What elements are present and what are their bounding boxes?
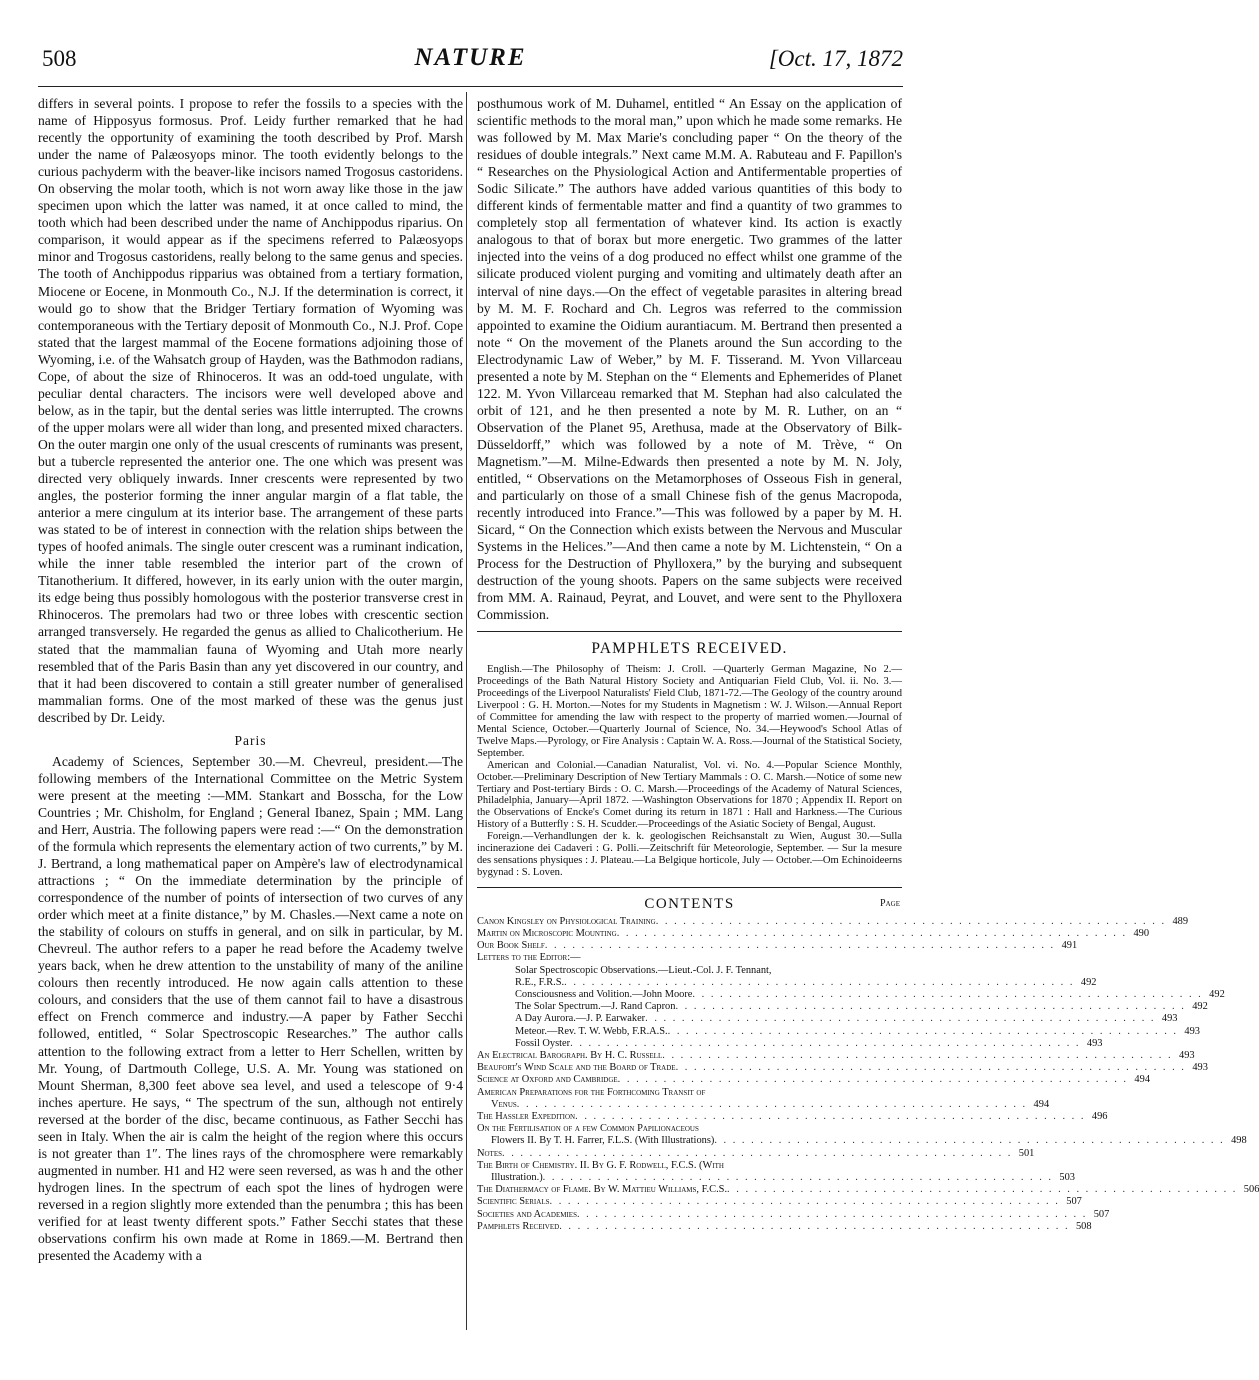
leader-dots — [727, 1184, 1237, 1196]
entry-page: 492 — [1209, 988, 1225, 1000]
leader-dots — [714, 1135, 1224, 1147]
contents-entry[interactable] — [477, 1001, 1208, 1013]
entry-page: 489 — [1172, 915, 1189, 927]
contents-entry[interactable] — [477, 1220, 1092, 1233]
leader-dots — [617, 928, 1127, 940]
contents-entry[interactable] — [477, 1111, 1108, 1123]
entry-title: Canon Kingsley on Physiological Training — [477, 915, 656, 927]
entry-title: R.E., F.R.S. — [515, 976, 565, 988]
leader-dots — [575, 1111, 1085, 1123]
entry-page: 507 — [1093, 1208, 1110, 1220]
entry-page: 501 — [1018, 1147, 1035, 1159]
contents-list — [477, 915, 1259, 1233]
entry-title: The Hassler Expedition — [477, 1111, 576, 1123]
entry-title: Scientific Serials — [477, 1196, 550, 1208]
issue-date: [Oct. 17, 1872 — [768, 46, 903, 71]
entry-title: Fossil Oyster — [515, 1037, 571, 1049]
leader-dots — [656, 916, 1166, 928]
leader-dots — [502, 1148, 1012, 1160]
page-header — [38, 40, 903, 76]
entry-title: Our Book Shelf — [477, 940, 545, 952]
section-rule — [477, 631, 902, 632]
contents-entry[interactable] — [477, 952, 902, 964]
entry-title: Venus — [491, 1098, 517, 1110]
column-divider — [466, 92, 467, 1330]
entry-title: On the Fertilisation of a few Common Papilionaceous — [477, 1123, 699, 1135]
article-paragraph-continued: posthumous work of M. Duhamel, entitled “ An Essay on the application of scientific methods to the moral man,” upon which he made some remarks. He was followed by M. Max Marie's concluding paper “ On the theory of the residues of double integrals.” Next came M.M. A. Rabuteau and F. Papillon's “ Researches on the Physiological Action and Antifermentable properties of Sodic Silicate.” The authors have added various quantities of this body to different kinds of fermentable matter and find a quantity of two grammes to completely stop all fermentation of whatever kind. Its action is exactly analogous to that of borax but more energetic. Two grammes of the latter injected into the veins of a dog produced no effect whilst one gramme of the silicate produced violent purging and vomiting and ultimately death after an interval of nine days.—On the effect of vegetable parasites in altering bread by M. M. F. Rochard and Ch. Legros was referred to the commission appointed to examine the Oidium aurantiacum. M. Bertrand then presented a note “ On the movement of the Planets around the Sun according to the Electrodynamic Law of Weber,” by M. F. Tisserand. M. Yvon Villarceau presented a note by M. Stephan on the “ Elements and Ephemerides of Planet 122. M. Yvon Villarceau remarked that M. Stephan had also calculated the orbit of 121, and he then presented a note by M. R. Luther, on an “ Observation of the Planet 95, Arethusa, made at the Observatory of Bilk-Düsseldorff,” which was followed by a note of M. Trève, “ On Magnetism.”—M. Milne-Edwards then presented a note by M. N. Joly, entitled, “ Observations on the Metamorphoses of Osseous Fish in general, and particularly on those of a small Chinese fish of the genus Macropoda, recently introduced into France.”—This was followed by a paper by M. H. Sicard, “ On the Connection which exists between the Nervous and Muscular Systems in the Helices.”—And then came a note by M. Lichtenstein, “ On a Process for the Destruction of Phylloxera,” by the burying and subsequent destruction of the young shoots. Papers on the same subjects were received from MM. A. Rainaud, Peyrat, and Louvet, and were sent to the Phylloxera Commission. — [477, 96, 902, 623]
pamphlets-title: PAMPHLETS RECEIVED. — [591, 640, 788, 658]
entry-page: 507 — [1066, 1196, 1082, 1208]
contents-entry[interactable] — [477, 1025, 1200, 1038]
leader-dots — [645, 1013, 1155, 1025]
entry-title: The Diathermacy of Flame. By W. Mattieu Williams, F.C.S. — [477, 1184, 728, 1196]
header-rule — [38, 86, 903, 87]
contents-entry[interactable] — [477, 1062, 1208, 1074]
entry-page: 493 — [1184, 1025, 1200, 1037]
entry-title: Consciousness and Volition.—John Moore — [515, 988, 693, 1000]
leader-dots — [543, 1172, 1053, 1184]
entry-page: 492 — [1080, 976, 1097, 988]
contents-title: CONTENTS — [644, 895, 735, 912]
entry-title: Flowers II. By T. H. Farrer, F.L.S. (With Illustrations) — [491, 1135, 715, 1147]
contents-header — [477, 896, 902, 916]
entry-page: 491 — [1061, 940, 1078, 952]
pamphlets-english: English.—The Philosophy of Theism: J. Croll. —Quarterly German Magazine, No 2.—Proceedings of the Bath Natural History Society and Antiquarian Field Club, Vol. ii. No. 3.—Proceedings of the Liverpool Naturalists' Field Club, 1871-72.—The Geology of the country around Liverpool : G. H. Morton.—Notes for my Students in Magnetism : W. J. Wilson.—Annual Report of Committee for amending the law with respect to the property of married women.—Journal of Mental Science, October.—Quarterly Journal of Science, No. 34.—Heywood's School Atlas of Twelve Maps.—Pyrology, or Fire Analysis : Captain W. A. Ross.—Journal of the Statistical Society, September. — [477, 664, 902, 759]
contents-entry[interactable] — [477, 940, 1078, 952]
leader-dots — [692, 989, 1202, 1001]
entry-title: A Day Aurora.—J. P. Earwaker — [515, 1013, 646, 1025]
leader-dots — [618, 1074, 1128, 1086]
entry-page: 498 — [1231, 1135, 1247, 1147]
contents-entry[interactable] — [477, 1037, 1103, 1050]
contents-entry[interactable] — [477, 927, 1150, 940]
entry-page: 496 — [1091, 1111, 1108, 1123]
contents-entry[interactable] — [477, 1074, 1151, 1086]
contents-entry[interactable] — [477, 1147, 1035, 1160]
entry-title: Beaufort's Wind Scale and the Board of Trade — [477, 1062, 676, 1074]
journal-title: NATURE — [414, 44, 527, 71]
entry-title: The Solar Spectrum.—J. Rand Capron — [515, 1001, 676, 1013]
entry-title: Societies and Academies — [477, 1208, 577, 1220]
pamphlets-foreign: Foreign.—Verhandlungen der k. k. geologischen Reichsanstalt zu Wien, August 30.—Sulla incinerazione dei Cadaveri : G. Polli.—Zeitschrift für Meteorologie, September. — Sur la mesure des sensations physiques : J. Plateau.—La Belgique horticole, July — October.—Om Echinoideerns bygynad : S. Loven. — [477, 831, 902, 878]
leader-dots — [675, 1001, 1185, 1013]
leader-dots — [662, 1050, 1172, 1062]
leader-dots — [559, 1221, 1069, 1233]
section-heading-paris: Paris — [234, 732, 267, 748]
entry-title: Martin on Microscopic Mounting — [477, 927, 617, 939]
contents-entry[interactable] — [477, 1160, 902, 1172]
contents-entry[interactable] — [477, 915, 1189, 928]
leader-dots — [577, 1209, 1087, 1221]
article-paragraph-academy: Academy of Sciences, September 30.—M. Chevreul, president.—The following members of the International Committee on the Metric System were present at the meeting :—MM. Stankart and Bosscha, for the Low Countries ; Mr. Chisholm, for England ; General Ibanez, Spain ; MM. Lang and Herr, Austria. The following papers were read :—“ On the demonstration of the formula which represents the elementary action of two currents,” by M. J. Bertrand, a long mathematical paper on Ampère's law of electrodynamical attractions ; “ On the immediate determination by the principle of correspondence of the number of points of intersection of two curves of any order which meet at a finite distance,” by M. Chasles.—Next came a note on the stability of colours on stuffs in general, and on silk in particular, by M. Chevreul. The author refers to a paper he read before the Academy twelve years back, when he drew attention to the unstability of many of the aniline colours then recently introduced. He now again calls attention to these colours, and considers that the use of them cannot fail to have a disastrous effect on French commerce and industry.—A paper by Father Secchi followed, entitled, “ Solar Spectroscopic Researches.” The author calls attention to the following extract from a letter to Herr Schellen, written by Mr. Young, of Dartmouth College, U.S. A. Mr. Young was stationed on Mount Sherman, 8,300 feet above sea level, and used a telescope of 9·4 inches aperture. He says, “ The spectrum of the sun, although not entirely reversed at the border of the disc, became continuous, as Father Secchi has seen in Italy. When the air is calm the height of the region where this occurs is not greater than 1″. The lines rays of the chromosphere were remarkably augmented in number. H1 and H2 were seen reversed, as was h and the other hydrogen lines. In the spectrum of each spot the lines of hydrogen were reversed in a region slightly more extended than the penumbra ; this has been verified for at least twenty different spots.” Father Secchi states that these observations confirm his own made at Rome in 1869.—M. Bertrand then presented the Academy with a — [38, 753, 463, 1264]
article-paragraph-fossils: differs in several points. I propose to refer the fossils to a species with the name of Hipposyus formosus. Prof. Leidy further remarked that he had recently the opportunity of examining the tooth described by Prof. Marsh under the name of Palæosyops minor. The tooth evidently belongs to the curious pachyderm with the beaver-like incisors named Trogosus castoridens. On observing the molar tooth, which is not worn away like those in the jaw specimen upon which the latter was named, it at once called to mind, the tooth which had been described under the name of Anchippodus riparius. On comparison, it would appear as if the specimens referred to Palæosyops minor and Trogosus castoridens, really belong to the same genus and species. The tooth of Anchippodus ripparius was obtained from a tertiary formation, Miocene or Eocene, in Monmouth Co., N.J. If the determination is correct, it would go to show that the Bridger Tertiary formation of Wyoming was contemporaneous with the Tertiary deposit of Monmouth Co., N.J. Prof. Cope stated that the largest mammal of the Eocene formations adjoining those of Wyoming, i.e. of the Wahsatch group of Hayden, was the Bathmodon radians, Cope, of about the size of Rhinoceros. It was an odd-toed ungulate, with peculiar dental characters. The incisors were well developed above and below, as in the tapir, but the dental series was little interrupted. The crowns of the upper molars were all wider than long, and presented mixed characters. On the outer margin one only of the usual crescents of ruminants was present, but a tubercle represented the anterior one. The one which was present was directed very obliquely inwards. Inner crescents were represented by two angles, the posterior forming the inner angular margin of a flat table, the anterior a mere cingulum at its interior base. The arrangement of these parts was stated to be of interest in connection with the relation ships between the types of hoofed animals. The single outer crescent was a ruminant indication, while the inner table resembled the interior part of the crown of Titanotherium. It differed, however, in its early union with the outer margin, its edge being thus possibly homologous with the posterior transverse crest in Rhinoceros. The premolars had two or three lobes with crescentic section arranged transversely. He regarded the genus as allied to Chalicotherium. He stated that the mammalian fauna of Wyoming and Utah more nearly resembled that of the Paris Basin than any yet discovered in our country, and that it had been discovered to contain a still greater number of generalised mammalian forms. One of the most marked of these was the genus just described by Dr. Leidy. — [38, 96, 463, 725]
leader-dots — [545, 940, 1055, 952]
contents-entry[interactable] — [477, 1050, 1195, 1062]
section-rule — [477, 887, 902, 888]
contents-page-label: Page — [880, 897, 900, 909]
entry-page: 494 — [1134, 1074, 1151, 1086]
contents-entry[interactable] — [477, 1135, 1247, 1147]
contents-entry[interactable] — [477, 988, 1225, 1001]
entry-title: Illustration.) — [491, 1172, 543, 1184]
leader-dots — [570, 1038, 1080, 1050]
entry-page: 490 — [1133, 927, 1150, 939]
left-column — [38, 95, 463, 1264]
leader-dots — [668, 1026, 1178, 1038]
entry-title: Solar Spectroscopic Observations.—Lieut.-Col. J. F. Tennant, — [515, 964, 772, 976]
contents-entry[interactable] — [477, 1196, 1082, 1208]
leader-dots — [564, 977, 1074, 989]
entry-title: Pamphlets Received — [477, 1220, 560, 1232]
entry-title: The Birth of Chemistry. II. By G. F. Rodwell, F.C.S. (With — [477, 1159, 724, 1171]
entry-title: American Preparations for the Forthcoming Transit of — [477, 1086, 706, 1098]
contents-entry[interactable] — [477, 1123, 902, 1135]
right-column — [477, 95, 1259, 1233]
entry-page: 493 — [1086, 1037, 1103, 1049]
entry-page: 493 — [1161, 1013, 1178, 1025]
contents-entry[interactable] — [477, 1087, 902, 1099]
contents-entry[interactable] — [477, 1098, 1050, 1111]
entry-page: 508 — [1075, 1220, 1092, 1232]
contents-entry[interactable] — [477, 1172, 1075, 1184]
entry-page: 493 — [1192, 1062, 1208, 1074]
pamphlets-american: American and Colonial.—Canadian Naturalist, Vol. vi. No. 4.—Popular Science Monthly, October.—Preliminary Description of New Tertiary Mammals : O. C. Marsh.—Notice of some new Tertiary and Post-tertiary Birds : O. C. Marsh.—Proceedings of the Academy of Natural Sciences, Philadelphia, January—April 1872. —Washington Observations for 1870 ; Appendix II. Report on the Observations of Encke's Comet during its return in 1871 : Hall and Harkness.—The Curious History of a Butterfly : S. H. Scudder.—Proceedings of the Asiatic Society of Bengal, August. — [477, 759, 902, 831]
entry-page: 494 — [1033, 1098, 1050, 1110]
leader-dots — [517, 1099, 1027, 1111]
leader-dots — [676, 1062, 1186, 1074]
entry-page: 503 — [1059, 1172, 1075, 1184]
entry-page: 493 — [1179, 1050, 1195, 1061]
entry-title: An Electrical Barograph. By H. C. Russell — [477, 1050, 663, 1061]
entry-title: Notes — [477, 1147, 503, 1159]
entry-page: 506 — [1243, 1184, 1259, 1196]
entry-page: 492 — [1192, 1001, 1208, 1013]
contents-entry[interactable] — [477, 1208, 1110, 1221]
contents-entry[interactable] — [477, 1013, 1178, 1025]
contents-entry[interactable] — [477, 976, 1097, 989]
entry-title: Science at Oxford and Cambridge — [477, 1074, 618, 1086]
contents-entry[interactable] — [477, 965, 902, 977]
entry-title: Letters to the Editor:— — [477, 952, 581, 964]
page-number: 508 — [42, 46, 77, 71]
entry-title: Meteor.—Rev. T. W. Webb, F.R.A.S. — [515, 1025, 668, 1037]
leader-dots — [550, 1196, 1060, 1208]
contents-entry[interactable] — [477, 1184, 1259, 1196]
